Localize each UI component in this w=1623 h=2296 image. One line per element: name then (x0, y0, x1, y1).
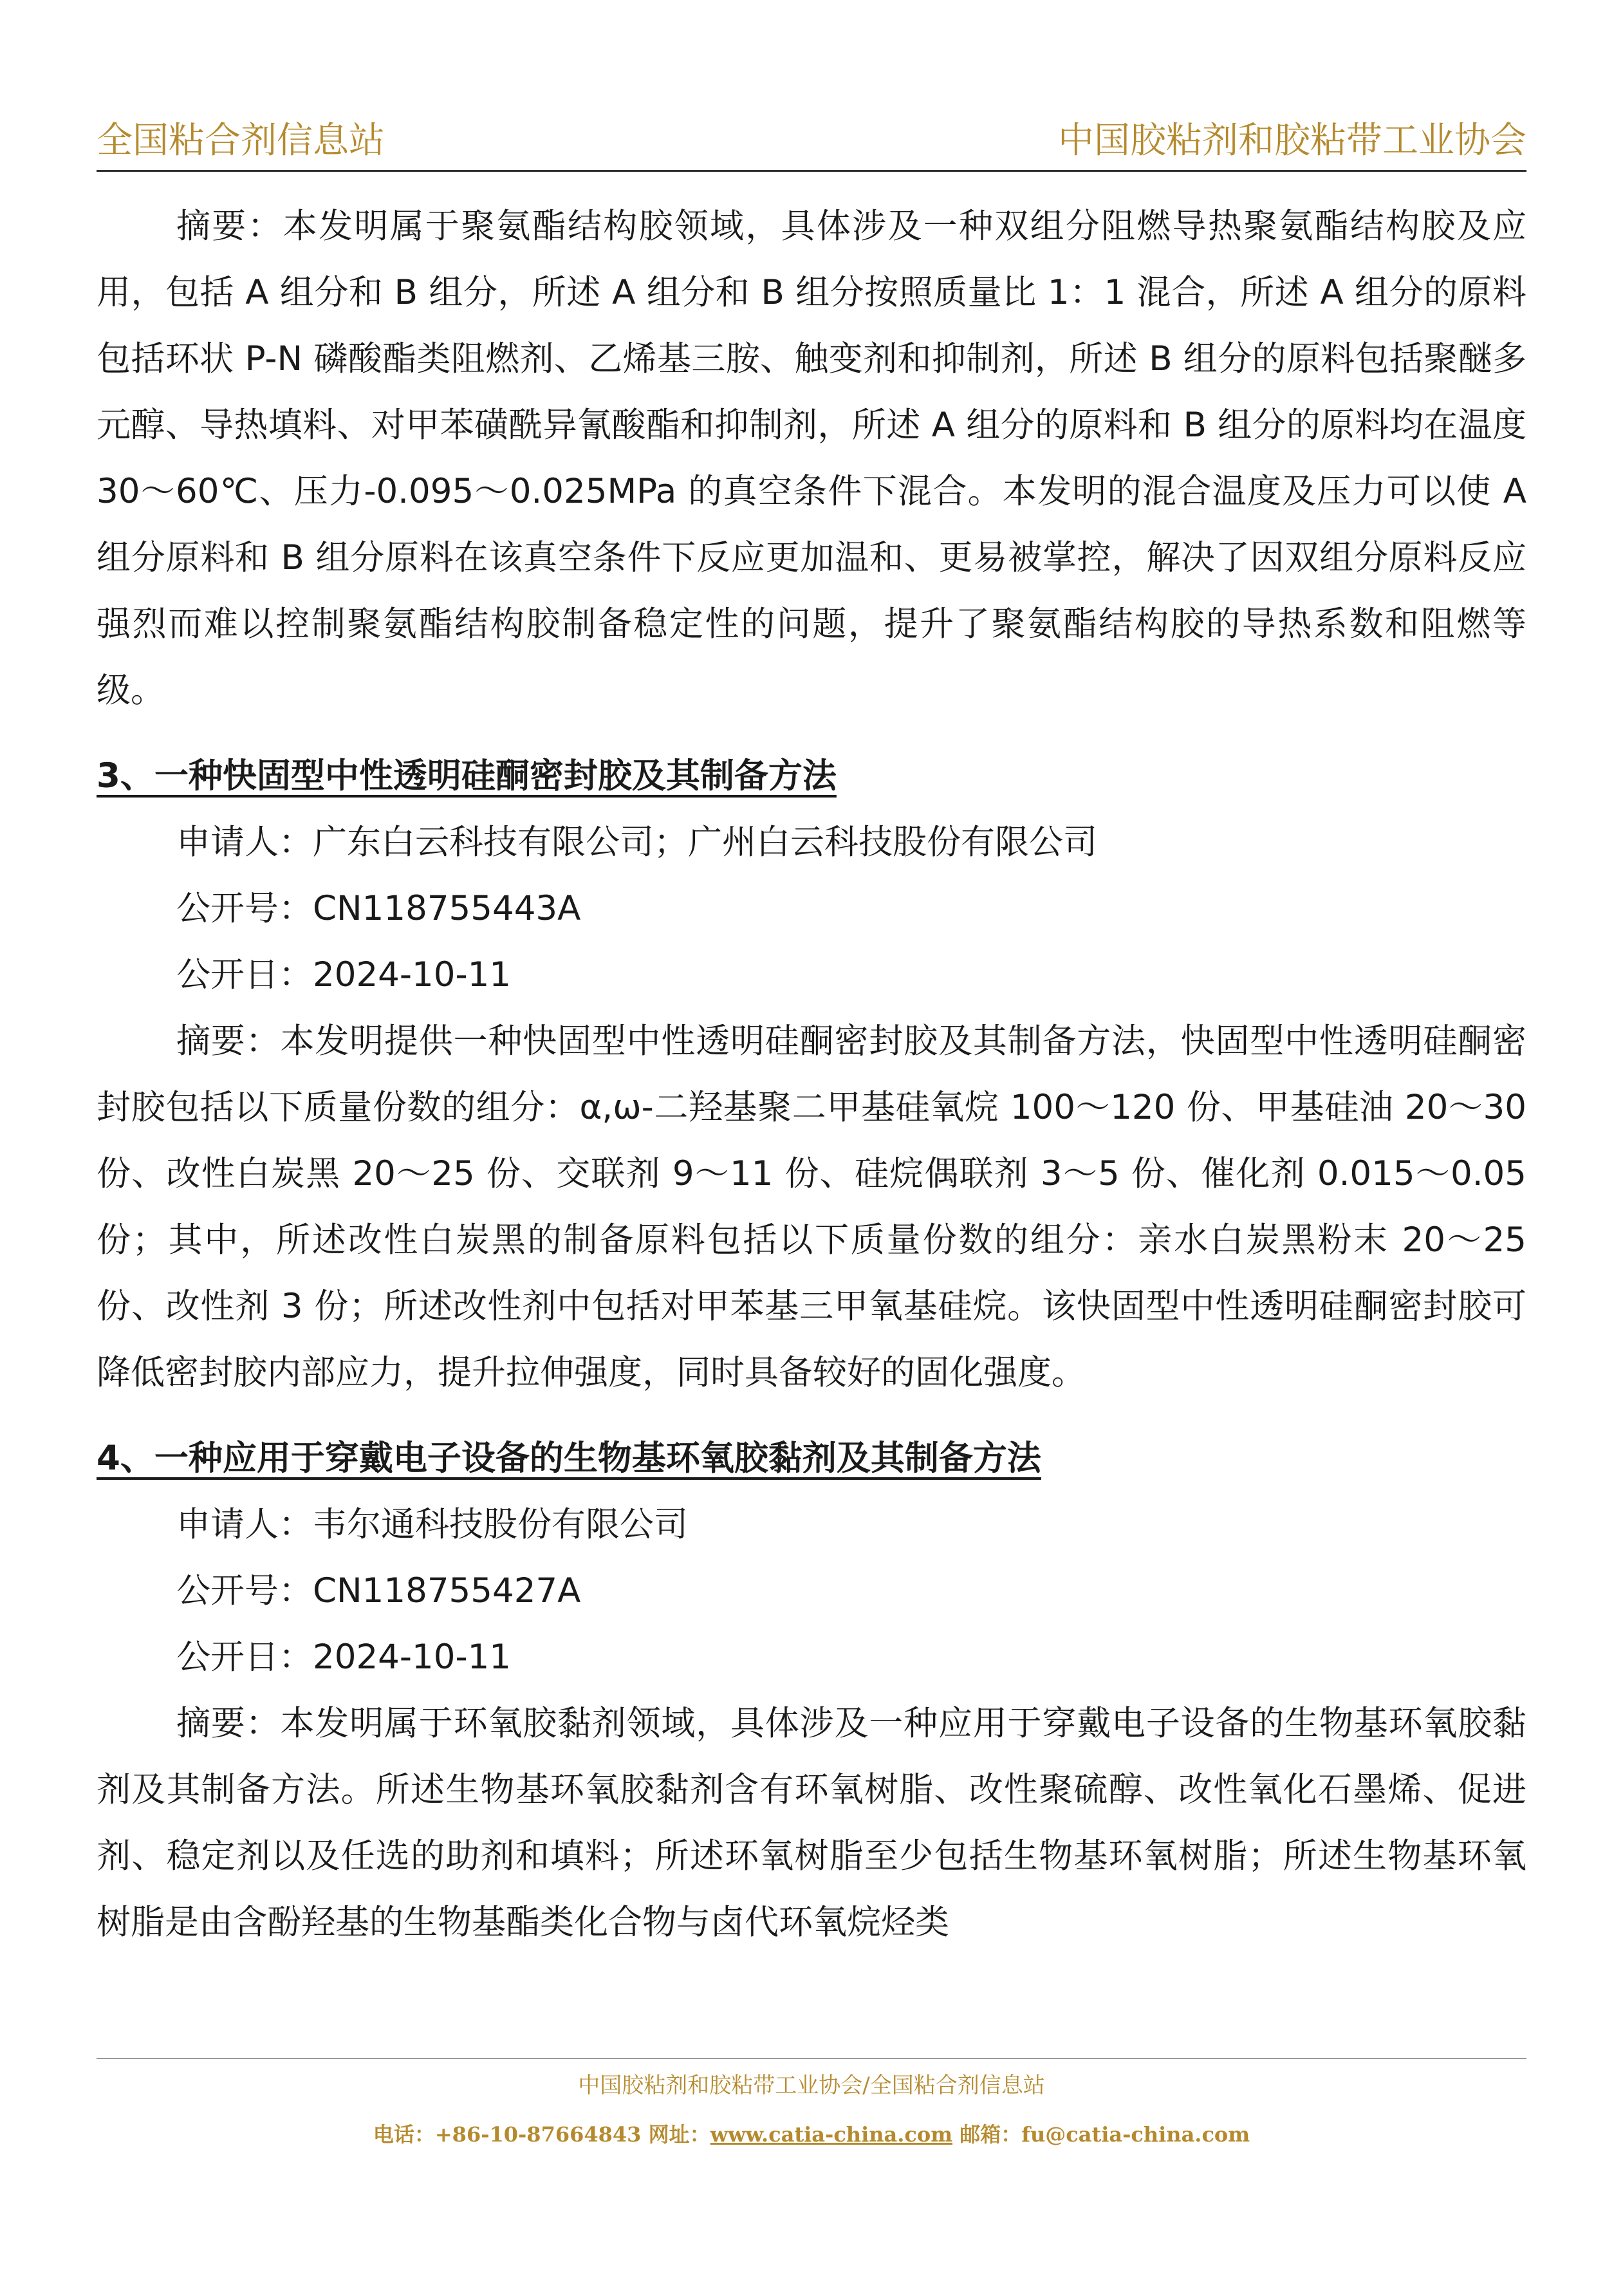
patent-publication-date: 公开日：2024-10-11 (176, 955, 512, 994)
header-association-name: 中国胶粘剂和胶粘带工业协会 (1058, 120, 1526, 162)
patent-entry-3 (97, 743, 1526, 1406)
patent-publication-number: 公开号：CN118755427A (176, 1571, 581, 1610)
patent-abstract: 摘要：本发明属于环氧胶黏剂领域，具体涉及一种应用于穿戴电子设备的生物基环氧胶黏剂及其制备方法。所述生物基环氧胶黏剂含有环氧树脂、改性聚硫醇、改性氧化石墨烯、促进剂、稳定剂以及任选的助剂和填料；所述环氧树脂至少包括生物基环氧树脂；所述生物基环氧树脂是由含酚羟基的生物基酯类化合物与卤代环氧烷烃类 (97, 1704, 1526, 1942)
footer-divider (97, 2058, 1526, 2059)
patent-abstract: 摘要：本发明提供一种快固型中性透明硅酮密封胶及其制备方法，快固型中性透明硅酮密封胶包括以下质量份数的组分：α,ω-二羟基聚二甲基硅氧烷 100～120 份、甲基硅油 20～30 份、改性白炭黑 20～25 份、交联剂 9～11 份、硅烷偶联剂 3～5 份、催化剂 0.015～0.05 份；其中，所述改性白炭黑的制备原料包括以下质量份数的组分：亲水白炭黑粉末 20～25 份、改性剂 3 份；所述改性剂中包括对甲苯基三甲氧基硅烷。该快固型中性透明硅酮密封胶可降低密封胶内部应力，提升拉伸强度，同时具备较好的固化强度。 (97, 1022, 1526, 1392)
header-divider (97, 170, 1526, 172)
footer-email: 邮箱：fu@catia-china.com (952, 2122, 1250, 2147)
footer-phone: 电话：+86-10-87664843 网址： (373, 2122, 710, 2147)
patent-title: 3、一种快固型中性透明硅酮密封胶及其制备方法 (97, 756, 837, 796)
footer-website-link[interactable]: www.catia-china.com (710, 2122, 953, 2147)
patent-applicant: 申请人：广东白云科技有限公司；广州白云科技股份有限公司 (176, 823, 1097, 862)
intro-abstract: 摘要：本发明属于聚氨酯结构胶领域，具体涉及一种双组分阻燃导热聚氨酯结构胶及应用，包括 A 组分和 B 组分，所述 A 组分和 B 组分按照质量比 1：1 混合，所述 A 组分的原料包括环状 P-N 磷酸酯类阻燃剂、乙烯基三胺、触变剂和抑制剂，所述 B 组分的原料包括聚醚多元醇、导热填料、对甲苯磺酰异氰酸酯和抑制剂，所述 A 组分的原料和 B 组分的原料均在温度 30～60℃、压力-0.095～0.025MPa 的真空条件下混合。本发明的混合温度及压力可以使 A 组分原料和 B 组分原料在该真空条件下反应更加温和、更易被掌控，解决了因双组分原料反应强烈而难以控制聚氨酯结构胶制备稳定性的问题，提升了聚氨酯结构胶的导热系数和阻燃等级。 (97, 207, 1526, 710)
header-site-name: 全国粘合剂信息站 (97, 120, 385, 162)
footer-organization: 中国胶粘剂和胶粘带工业协会/全国粘合剂信息站 (578, 2073, 1045, 2098)
document-body (97, 193, 1526, 1955)
patent-title: 4、一种应用于穿戴电子设备的生物基环氧胶黏剂及其制备方法 (97, 1439, 1041, 1478)
patent-publication-number: 公开号：CN118755443A (176, 889, 581, 928)
footer-contact (0, 2116, 1623, 2152)
patent-entry-4 (97, 1425, 1526, 1955)
patent-publication-date: 公开日：2024-10-11 (176, 1638, 512, 1677)
page-header (97, 115, 1526, 167)
patent-applicant: 申请人：韦尔通科技股份有限公司 (176, 1505, 688, 1544)
